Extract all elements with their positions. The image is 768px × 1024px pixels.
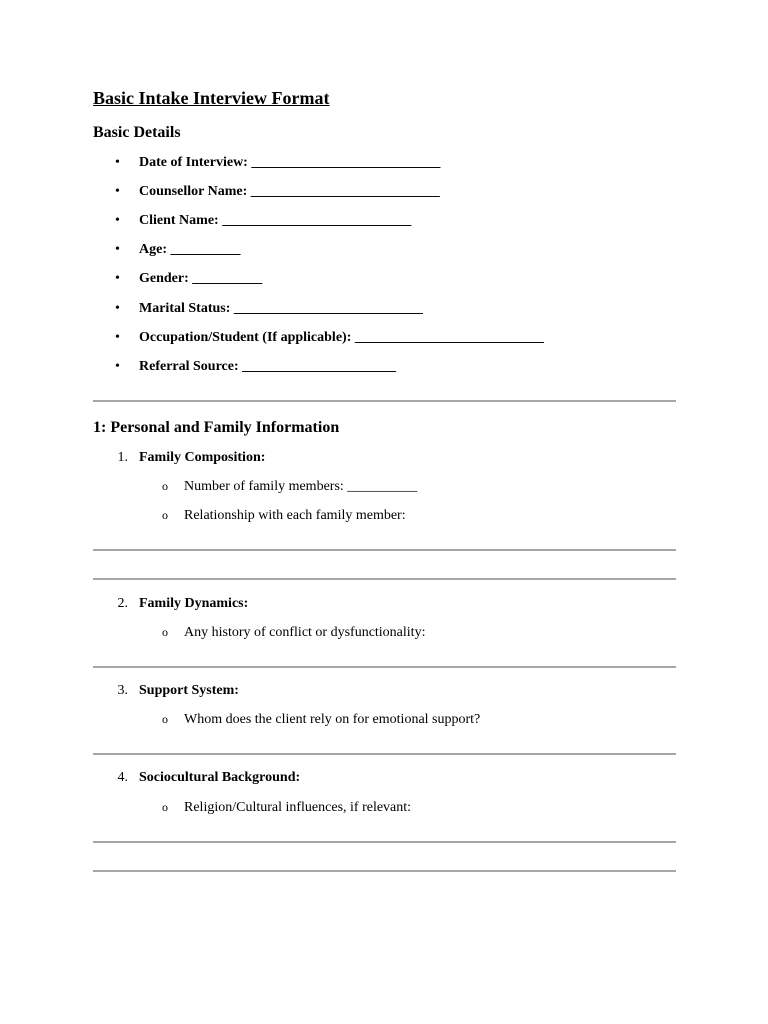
bullet-icon: • <box>115 301 120 316</box>
circle-bullet-icon: o <box>162 479 168 493</box>
item-support-system <box>93 683 239 699</box>
section1-heading: 1: Personal and Family Information <box>93 419 340 436</box>
item-number: 2. <box>117 596 128 611</box>
item-title: Family Dynamics: <box>139 596 249 611</box>
bullet-icon: • <box>115 242 120 257</box>
subitem-text: Whom does the client rely on for emotional support? <box>184 712 481 727</box>
field-label: Age: __________ <box>139 242 241 257</box>
field-client-name <box>93 213 411 229</box>
bullet-icon: • <box>115 271 120 286</box>
answer-line <box>93 578 676 580</box>
subitem-number-of-members <box>162 479 417 495</box>
answer-line <box>93 870 676 872</box>
bullet-icon: • <box>115 155 120 170</box>
field-label: Referral Source: ______________________ <box>139 359 397 374</box>
field-gender <box>93 271 262 287</box>
item-sociocultural-background <box>93 770 300 786</box>
field-label: Client Name: ___________________________ <box>139 213 412 228</box>
subitem-text: Religion/Cultural influences, if relevant: <box>184 800 412 815</box>
circle-bullet-icon: o <box>162 712 168 726</box>
field-label: Marital Status: ___________________________ <box>139 301 423 316</box>
subitem-text: Any history of conflict or dysfunctionality: <box>184 625 426 640</box>
bullet-icon: • <box>115 184 120 199</box>
field-label: Occupation/Student (If applicable): ___________________________ <box>139 330 544 345</box>
circle-bullet-icon: o <box>162 508 168 522</box>
circle-bullet-icon: o <box>162 800 168 814</box>
item-number: 4. <box>117 770 128 785</box>
divider-line <box>93 400 676 402</box>
field-label: Gender: __________ <box>139 271 263 286</box>
item-family-composition <box>93 450 265 466</box>
item-family-dynamics <box>93 596 248 612</box>
bullet-icon: • <box>115 330 120 345</box>
document-title: Basic Intake Interview Format <box>93 88 330 108</box>
subitem-text: Relationship with each family member: <box>184 508 406 523</box>
item-title: Support System: <box>139 683 239 698</box>
answer-line <box>93 753 676 755</box>
field-age <box>93 242 241 258</box>
answer-line <box>93 841 676 843</box>
field-date-of-interview <box>93 155 440 171</box>
field-label: Counsellor Name: ___________________________ <box>139 184 440 199</box>
item-title: Family Composition: <box>139 450 266 465</box>
subitem-emotional-support <box>162 712 480 728</box>
subitem-conflict-history <box>162 625 425 641</box>
field-referral-source <box>93 359 396 375</box>
circle-bullet-icon: o <box>162 625 168 639</box>
field-label: Date of Interview: ___________________________ <box>139 155 441 170</box>
field-marital-status <box>93 301 423 317</box>
item-number: 1. <box>117 450 128 465</box>
basic-details-heading: Basic Details <box>93 124 181 141</box>
item-title: Sociocultural Background: <box>139 770 301 785</box>
bullet-icon: • <box>115 359 120 374</box>
answer-line <box>93 666 676 668</box>
subitem-relationships <box>162 508 406 524</box>
bullet-icon: • <box>115 213 120 228</box>
subitem-text: Number of family members: __________ <box>184 479 418 494</box>
subitem-religion-culture <box>162 800 411 816</box>
field-occupation <box>93 330 544 346</box>
field-counsellor-name <box>93 184 440 200</box>
answer-line <box>93 549 676 551</box>
item-number: 3. <box>117 683 128 698</box>
